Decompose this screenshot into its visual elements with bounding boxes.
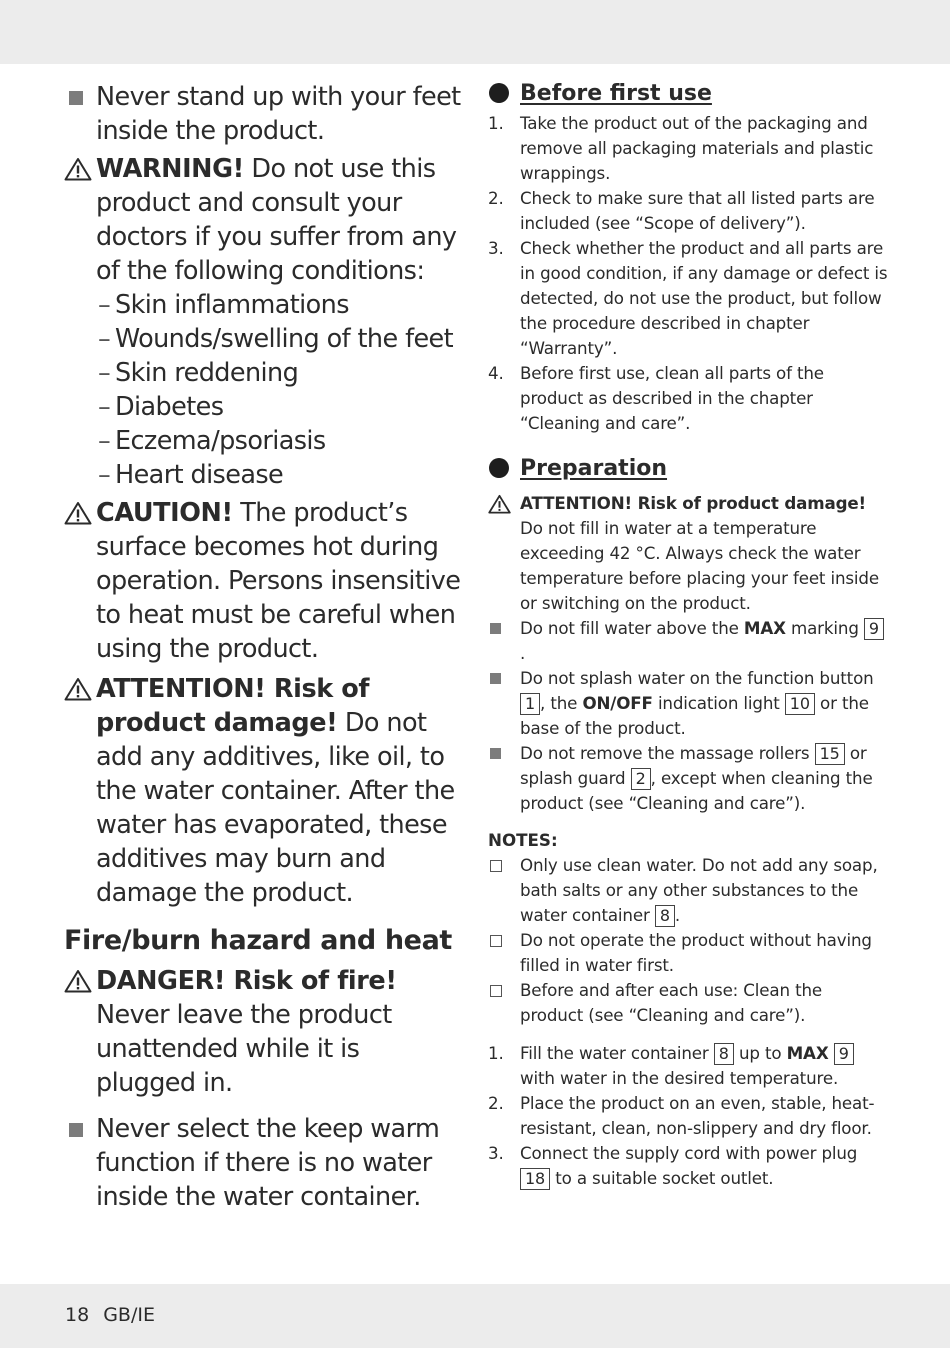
- bullet-feet-inside: Never stand up with your feet inside the product.: [64, 80, 464, 148]
- attention-triangle-icon: [488, 494, 511, 514]
- part-reference: 15: [815, 743, 845, 765]
- list-item: – Eczema/psoriasis: [98, 426, 326, 456]
- list-item: 1. Fill the water container 8 up to MAX 9 with water in the desired temperature.: [488, 1041, 888, 1091]
- note-no-dry-operation: Do not operate the product without having filled in water first.: [488, 928, 888, 978]
- page-number: 18: [65, 1304, 90, 1326]
- square-bullet-icon: [490, 673, 501, 684]
- conditions-list: [96, 288, 464, 492]
- preparation-heading: Preparation: [488, 455, 888, 483]
- round-bullet-icon: [489, 458, 509, 478]
- locale-label: GB/IE: [103, 1304, 155, 1326]
- caution-label: CAUTION!: [96, 498, 233, 528]
- square-bullet-icon: [490, 748, 501, 759]
- list-item: – Skin inflammations: [98, 290, 349, 320]
- warning-block: [64, 152, 464, 492]
- attention-text: Do not add any additives, like oil, to the water container. After the water has evaporated, these additives may burn and damage the product.: [96, 708, 455, 908]
- part-reference: 18: [520, 1168, 550, 1190]
- list-item: 4. Before first use, clean all parts of the product as described in the chapter “Cleaning and care”.: [488, 363, 824, 433]
- caution-text: The product’s surface becomes hot during operation. Persons insensitive to heat must be careful when using the product.: [96, 498, 461, 664]
- open-square-bullet-icon: [490, 860, 502, 872]
- warning-triangle-icon: [64, 157, 92, 181]
- list-item: – Skin reddening: [98, 358, 299, 388]
- bullet-rollers: Do not remove the massage rollers 15 or splash guard 2 , except when cleaning the product (see “Cleaning and care”).: [488, 741, 888, 816]
- fire-hazard-heading: Fire/burn hazard and heat: [64, 925, 452, 956]
- square-bullet-icon: [69, 1123, 83, 1137]
- note-clean-each-use: Before and after each use: Clean the product (see “Cleaning and care”).: [488, 978, 888, 1028]
- note-clean-water: Only use clean water. Do not add any soap, bath salts or any other substances to the water container 8 .: [488, 853, 888, 928]
- right-column: [488, 80, 888, 1191]
- warning-text: Do not use this product and consult your doctors if you suffer from any of the following conditions:: [96, 154, 457, 286]
- top-band: [0, 0, 950, 64]
- danger-block: [64, 964, 464, 1100]
- part-reference: 8: [655, 905, 675, 927]
- part-reference: 9: [864, 618, 884, 640]
- part-reference: 2: [631, 768, 651, 790]
- preparation-steps: [488, 1041, 888, 1191]
- before-first-use-steps: [488, 111, 888, 436]
- square-bullet-icon: [69, 91, 83, 105]
- round-bullet-icon: [489, 83, 509, 103]
- caution-triangle-icon: [64, 501, 92, 525]
- attention-block: [64, 672, 464, 910]
- open-square-bullet-icon: [490, 935, 502, 947]
- bullet-no-splash: Do not splash water on the function button 1 , the ON/OFF indication light 10 or the base of the product.: [488, 666, 888, 741]
- list-item: 1. Take the product out of the packaging and remove all packaging materials and plastic wrappings.: [488, 113, 874, 183]
- page-footer: [65, 1304, 155, 1326]
- attention-triangle-icon: [64, 677, 92, 701]
- list-item: 2. Place the product on an even, stable, heat-resistant, clean, non-slippery and dry floor.: [488, 1093, 875, 1138]
- square-bullet-icon: [490, 623, 501, 634]
- part-reference: 9: [834, 1043, 854, 1065]
- list-item: – Wounds/swelling of the feet: [98, 324, 454, 354]
- danger-label: DANGER! Risk of fire!: [96, 966, 397, 996]
- prep-attention-text: Do not fill in water at a temperature exceeding 42 °C. Always check the water temperature before placing your feet inside or switching on the product.: [520, 518, 879, 613]
- left-column: [64, 80, 464, 1214]
- list-item: 3. Connect the supply cord with power plug 18 to a suitable socket outlet.: [488, 1143, 858, 1188]
- part-reference: 10: [785, 693, 815, 715]
- warning-label: WARNING!: [96, 154, 244, 184]
- caution-block: [64, 496, 464, 666]
- bullet-max-marking: Do not fill water above the MAX marking 9.: [488, 616, 888, 666]
- bullet-keep-warm: Never select the keep warm function if there is no water inside the water container.: [64, 1112, 464, 1214]
- notes-title: NOTES:: [488, 830, 558, 850]
- part-reference: 8: [714, 1043, 734, 1065]
- attention-label: ATTENTION! Risk of product damage!: [96, 674, 370, 738]
- danger-text: Never leave the product unattended while it is plugged in.: [96, 1000, 392, 1098]
- prep-attention-label: ATTENTION! Risk of product damage!: [520, 493, 867, 513]
- prep-attention-block: [488, 491, 888, 616]
- before-first-use-heading: Before first use: [488, 80, 888, 108]
- list-item: 2. Check to make sure that all listed parts are included (see “Scope of delivery”).: [488, 188, 875, 233]
- list-item: 3. Check whether the product and all parts are in good condition, if any damage or defect is detected, do not use the product, but follow the procedure described in chapter “Warranty”.: [488, 238, 888, 358]
- open-square-bullet-icon: [490, 985, 502, 997]
- part-reference: 1: [520, 693, 540, 715]
- danger-triangle-icon: [64, 969, 92, 993]
- list-item: – Heart disease: [98, 460, 284, 490]
- list-item: – Diabetes: [98, 392, 224, 422]
